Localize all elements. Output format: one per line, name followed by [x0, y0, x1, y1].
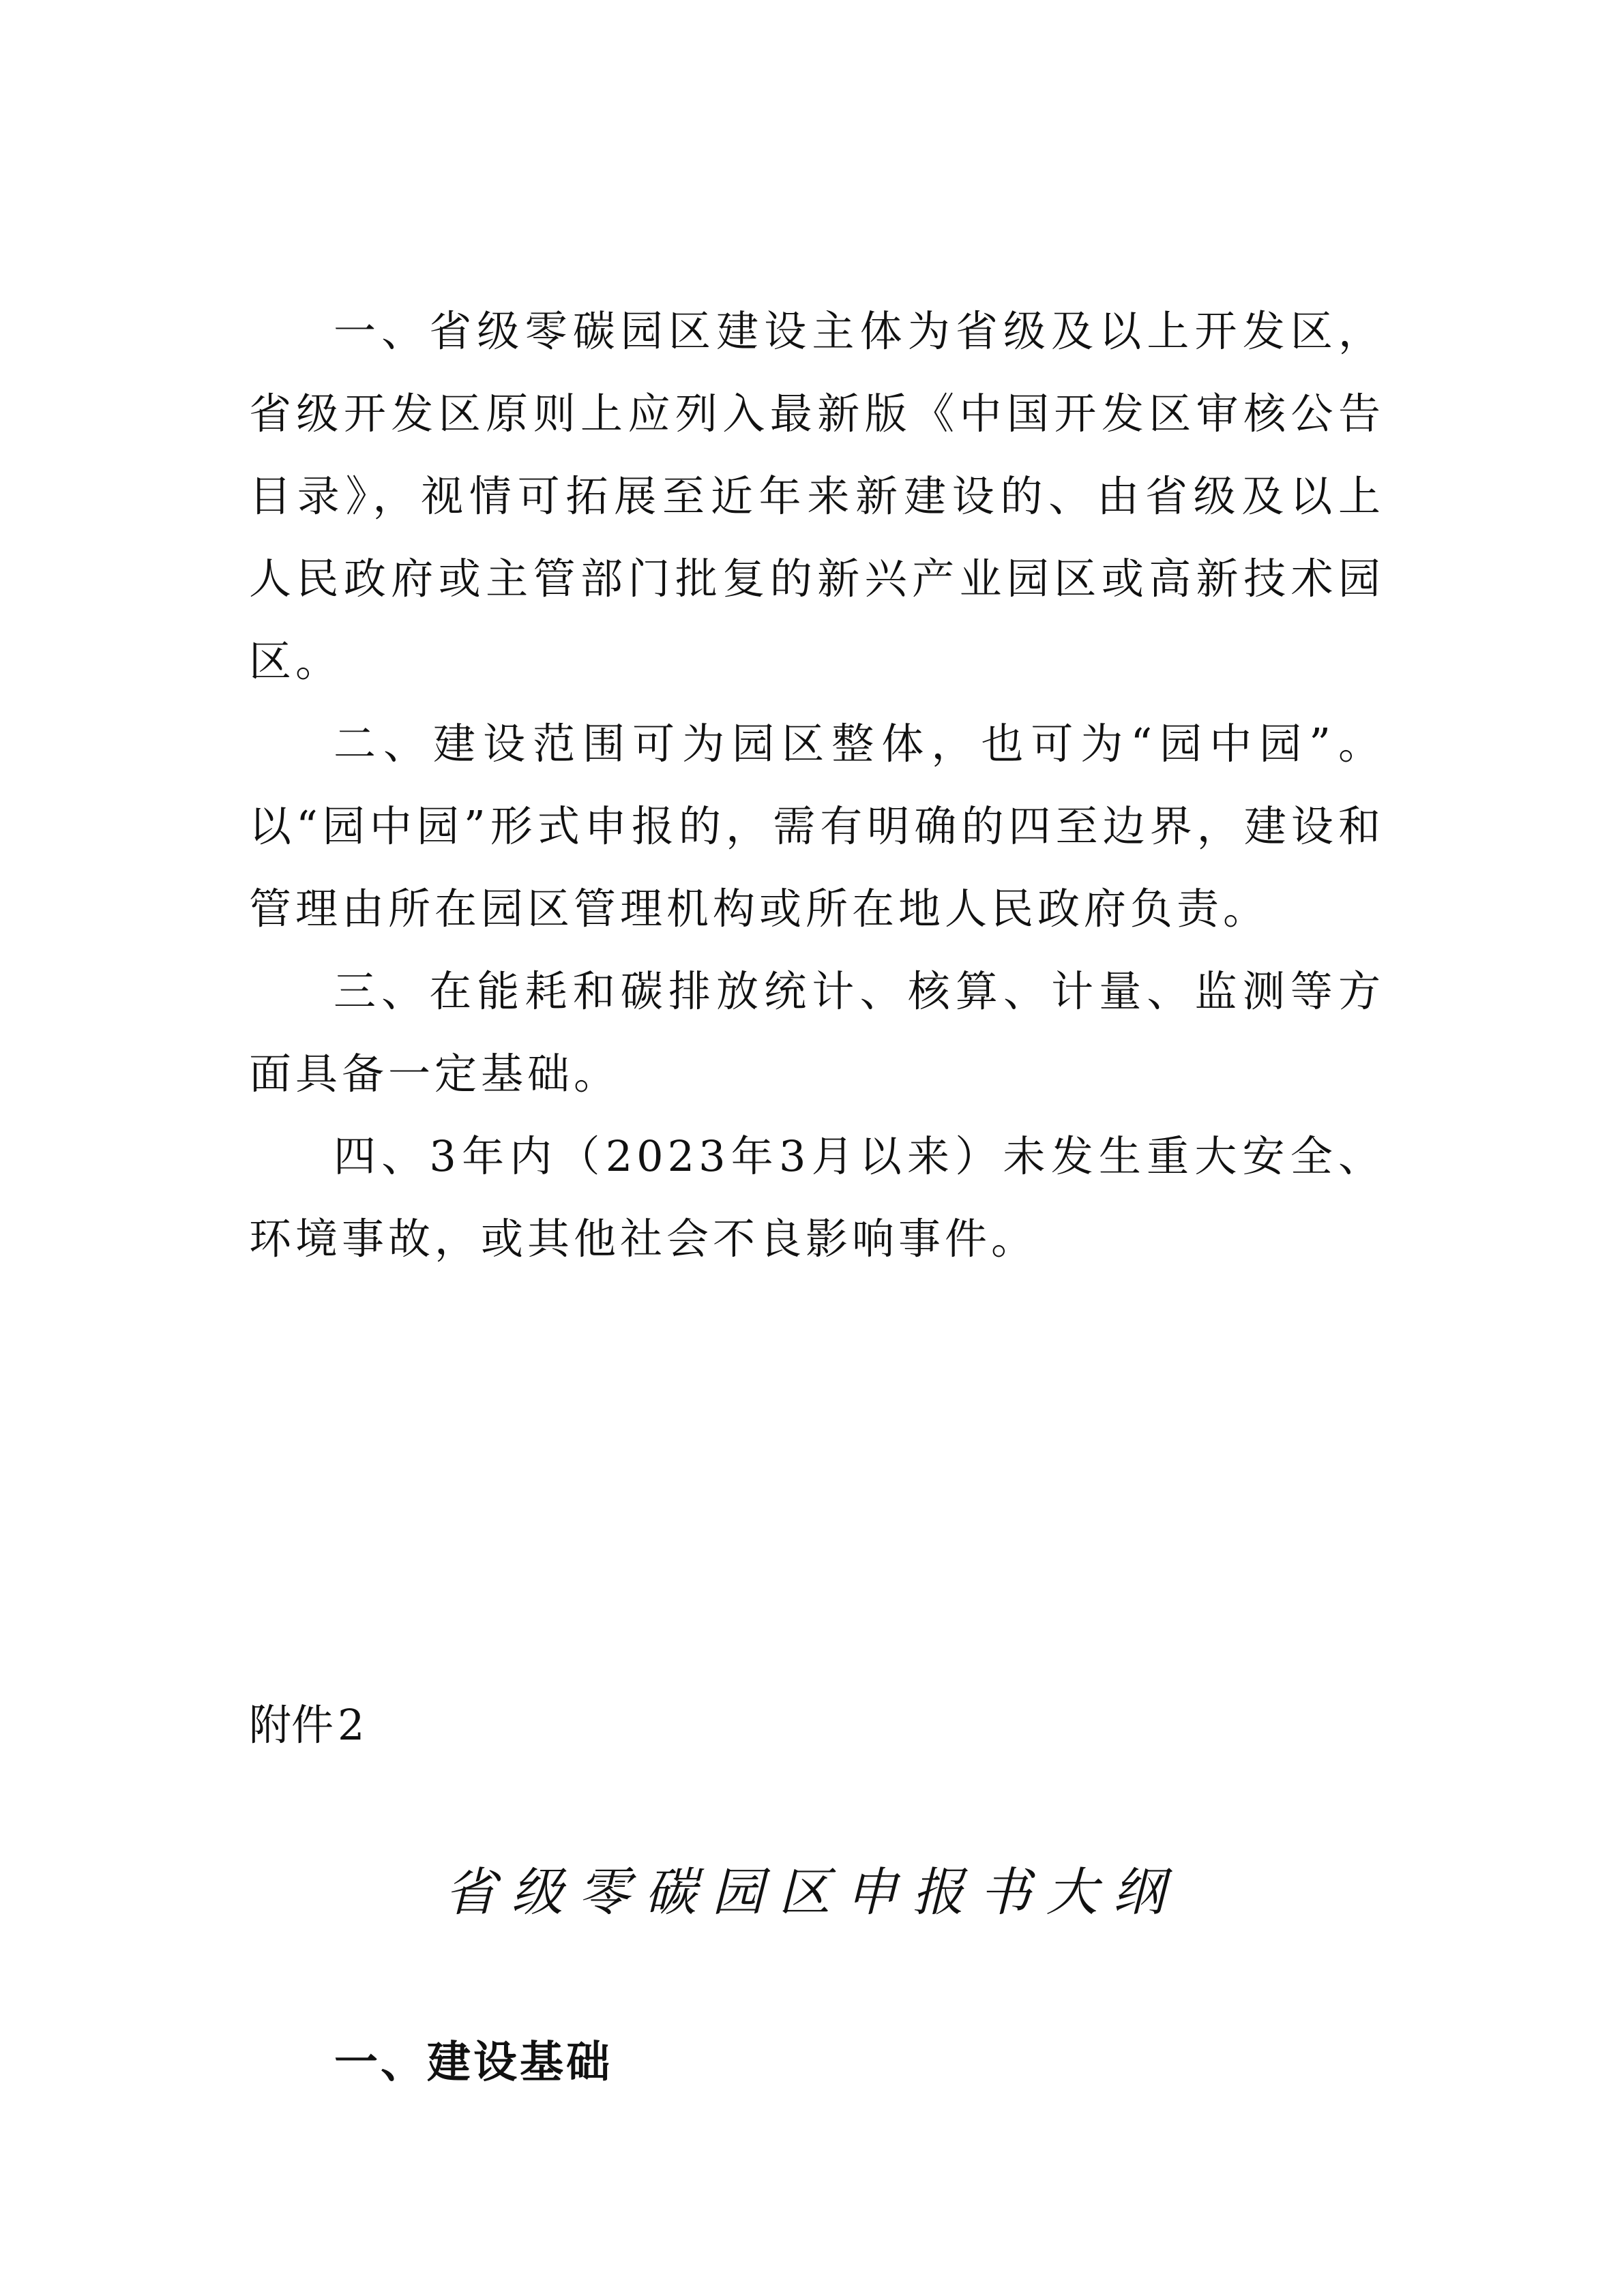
body-text: [249, 290, 1385, 1280]
paragraph-4: 四、3年内（2023年3月以来）未发生重大安全、环境事故，或其他社会不良影响事件。: [249, 1131, 1385, 1264]
paragraph-1: 一、省级零碳园区建设主体为省级及以上开发区，省级开发区原则上应列入最新版《中国开发区审核公告目录》，视情可拓展至近年来新建设的、由省级及以上人民政府或主管部门批复的新兴产业园区或高新技术园区。: [249, 306, 1385, 686]
document-title: 省级零碳园区申报书大纲: [444, 1862, 1180, 1922]
paragraph-3: 三、在能耗和碳排放统计、核算、计量、监测等方面具备一定基础。: [249, 966, 1385, 1099]
section-heading: 一、建设基础: [334, 2038, 612, 2088]
attachment-label: [249, 1691, 364, 1759]
attachment-label-text: 附件: [249, 1700, 334, 1750]
paragraph-2: 二、建设范围可为园区整体，也可为“园中园”。以“园中园”形式申报的，需有明确的四至边界，建设和管理由所在园区管理机构或所在地人民政府负责。: [249, 719, 1385, 934]
attachment-number: 2: [338, 1700, 365, 1750]
